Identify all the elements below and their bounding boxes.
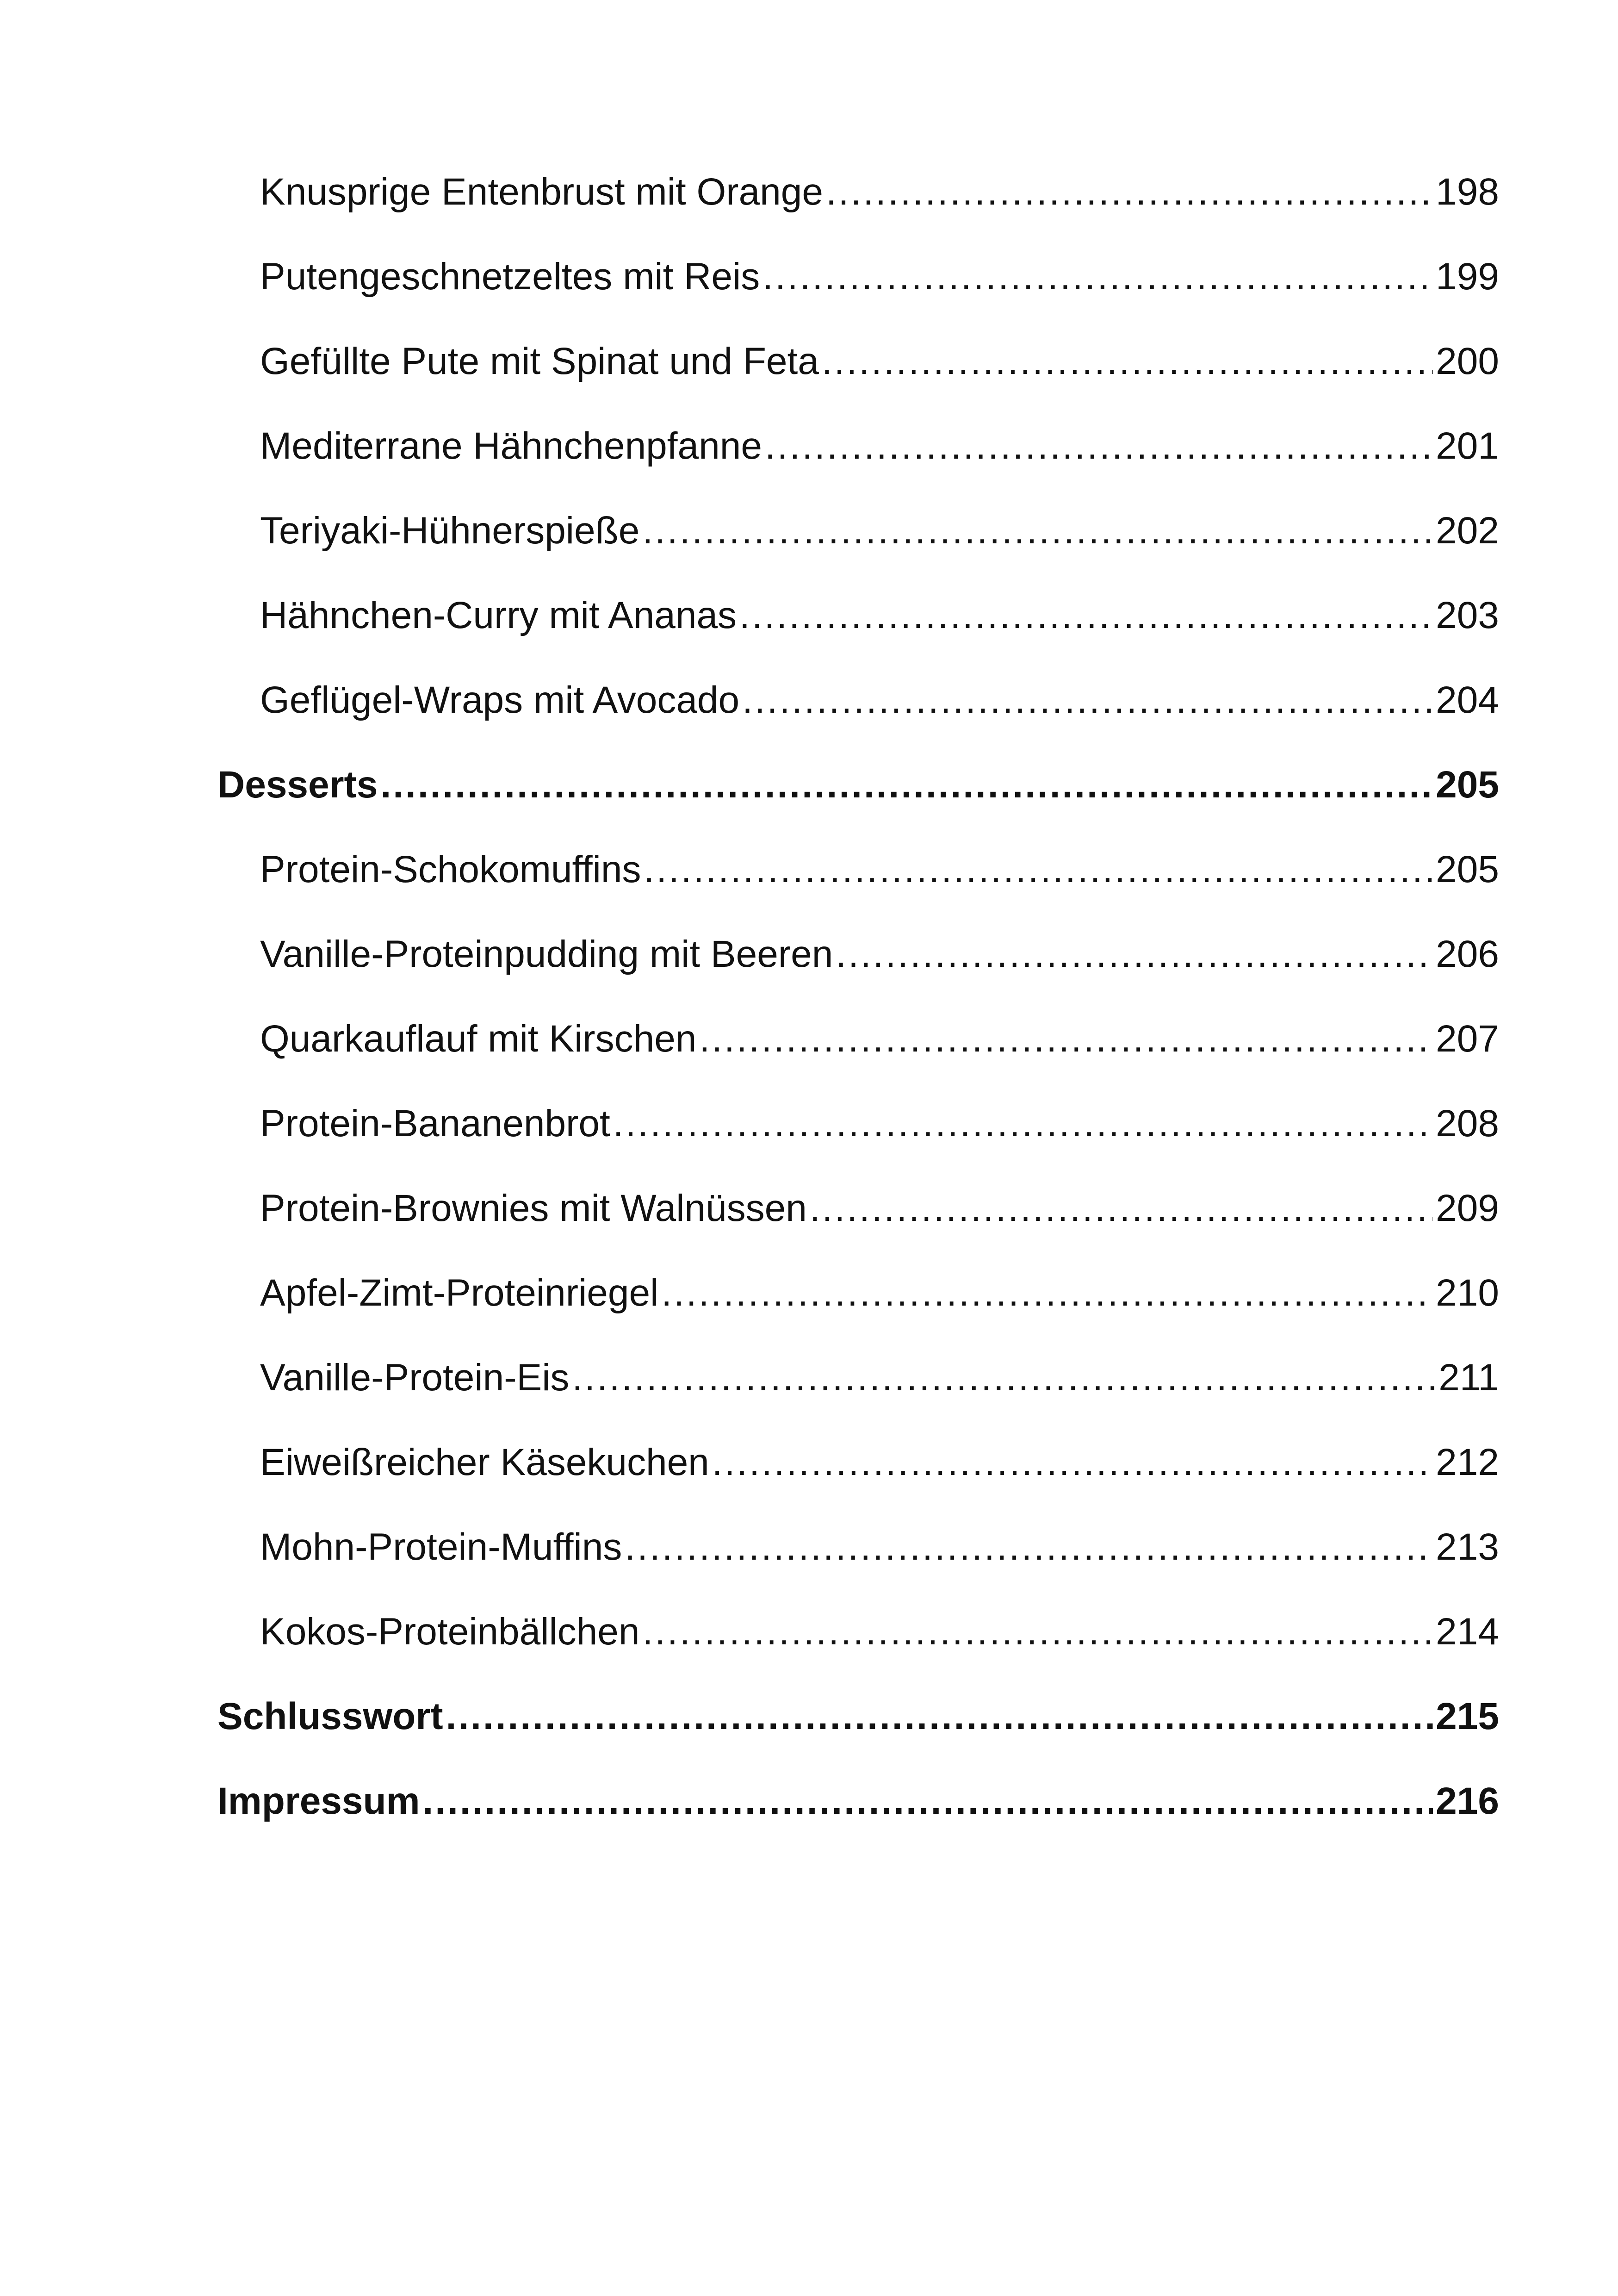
toc-entry-putengeschnetzeltes[interactable]: [260, 254, 1499, 300]
toc-entry-title: Vanille-Proteinpudding mit Beeren: [260, 933, 833, 975]
toc-entry-kokos-proteinbaellchen[interactable]: [260, 1609, 1499, 1655]
toc-entry-page: 204: [1436, 679, 1499, 721]
toc-entry-eiweissreicher-kaesekuchen[interactable]: [260, 1439, 1499, 1486]
toc-entry-vanille-protein-eis[interactable]: [260, 1355, 1499, 1401]
toc-entry-page: 214: [1436, 1611, 1499, 1653]
toc-section-title: Desserts: [217, 764, 378, 806]
toc-entry-title: Vanille-Protein-Eis: [260, 1356, 570, 1399]
toc-entry-title: Kokos-Proteinbällchen: [260, 1611, 640, 1653]
dot-leader: [613, 1101, 1433, 1147]
dot-leader: [572, 1355, 1436, 1401]
toc-entry-page: 205: [1436, 848, 1499, 890]
toc-entry-title: Geflügel-Wraps mit Avocado: [260, 679, 740, 721]
toc-entry-page: 201: [1436, 425, 1499, 467]
toc-entry-title: Protein-Schokomuffins: [260, 848, 641, 890]
toc-entry-page: 208: [1436, 1102, 1499, 1145]
toc-entry-gefuellte-pute[interactable]: [260, 338, 1499, 385]
dot-leader: [763, 254, 1433, 300]
dot-leader: [446, 1693, 1433, 1740]
dot-leader: [826, 169, 1433, 215]
toc-entry-title: Quarkauflauf mit Kirschen: [260, 1018, 697, 1060]
toc-entry-mediterrane-haehnchenpfanne[interactable]: [260, 423, 1499, 469]
toc-entry-teriyaki-huehnerspiesse[interactable]: [260, 508, 1499, 554]
toc-entry-quarkauflauf[interactable]: [260, 1016, 1499, 1062]
dot-leader: [810, 1185, 1433, 1232]
dot-leader: [742, 677, 1433, 723]
toc-section-schlusswort[interactable]: [217, 1693, 1499, 1740]
toc-entry-page: 207: [1436, 1018, 1499, 1060]
toc-entry-vanille-proteinpudding[interactable]: [260, 931, 1499, 977]
toc-section-title: Impressum: [217, 1780, 420, 1822]
dot-leader: [765, 423, 1433, 469]
toc-entry-apfel-zimt-proteinriegel[interactable]: [260, 1270, 1499, 1316]
toc-entry-haehnchen-curry[interactable]: [260, 592, 1499, 639]
toc-entry-gefluegel-wraps[interactable]: [260, 677, 1499, 723]
toc-section-page: 215: [1436, 1695, 1499, 1737]
toc-entry-protein-bananenbrot[interactable]: [260, 1101, 1499, 1147]
dot-leader: [822, 338, 1433, 385]
toc-entry-page: 198: [1436, 171, 1499, 213]
toc-section-page: 216: [1436, 1780, 1499, 1822]
toc-entry-page: 211: [1438, 1356, 1499, 1399]
toc-entry-title: Protein-Brownies mit Walnüssen: [260, 1187, 807, 1229]
toc-entry-title: Mohn-Protein-Muffins: [260, 1526, 622, 1568]
toc-entry-page: 209: [1436, 1187, 1499, 1229]
dot-leader: [642, 508, 1433, 554]
dot-leader: [423, 1778, 1433, 1824]
toc-entry-page: 203: [1436, 594, 1499, 636]
toc-entry-title: Knusprige Entenbrust mit Orange: [260, 171, 823, 213]
dot-leader: [625, 1524, 1433, 1570]
toc-entry-title: Putengeschnetzeltes mit Reis: [260, 255, 760, 298]
dot-leader: [642, 1609, 1433, 1655]
toc-entry-title: Protein-Bananenbrot: [260, 1102, 610, 1145]
toc-section-desserts[interactable]: [217, 762, 1499, 808]
toc-entry-page: 202: [1436, 510, 1499, 552]
dot-leader: [836, 931, 1433, 977]
toc-section-title: Schlusswort: [217, 1695, 443, 1737]
toc-section-impressum[interactable]: [217, 1778, 1499, 1824]
toc-entry-title: Apfel-Zimt-Proteinriegel: [260, 1272, 659, 1314]
dot-leader: [380, 762, 1433, 808]
toc-entry-title: Mediterrane Hähnchenpfanne: [260, 425, 762, 467]
toc-entry-page: 210: [1436, 1272, 1499, 1314]
toc-entry-knusprige-entenbrust[interactable]: [260, 169, 1499, 215]
toc-entry-title: Teriyaki-Hühnerspieße: [260, 510, 640, 552]
toc-entry-page: 206: [1436, 933, 1499, 975]
toc-entry-page: 199: [1436, 255, 1499, 298]
toc-section-page: 205: [1436, 764, 1499, 806]
toc-entry-page: 212: [1436, 1441, 1499, 1483]
toc-entry-title: Gefüllte Pute mit Spinat und Feta: [260, 340, 819, 382]
toc-entry-protein-brownies[interactable]: [260, 1185, 1499, 1232]
dot-leader: [699, 1016, 1433, 1062]
toc-entry-page: 213: [1436, 1526, 1499, 1568]
dot-leader: [644, 846, 1433, 893]
dot-leader: [712, 1439, 1433, 1486]
toc-entry-title: Eiweißreicher Käsekuchen: [260, 1441, 709, 1483]
toc-entry-protein-schokomuffins[interactable]: [260, 846, 1499, 893]
dot-leader: [661, 1270, 1433, 1316]
toc-entry-title: Hähnchen-Curry mit Ananas: [260, 594, 737, 636]
toc-entry-mohn-protein-muffins[interactable]: [260, 1524, 1499, 1570]
dot-leader: [739, 592, 1433, 639]
toc-entry-page: 200: [1436, 340, 1499, 382]
